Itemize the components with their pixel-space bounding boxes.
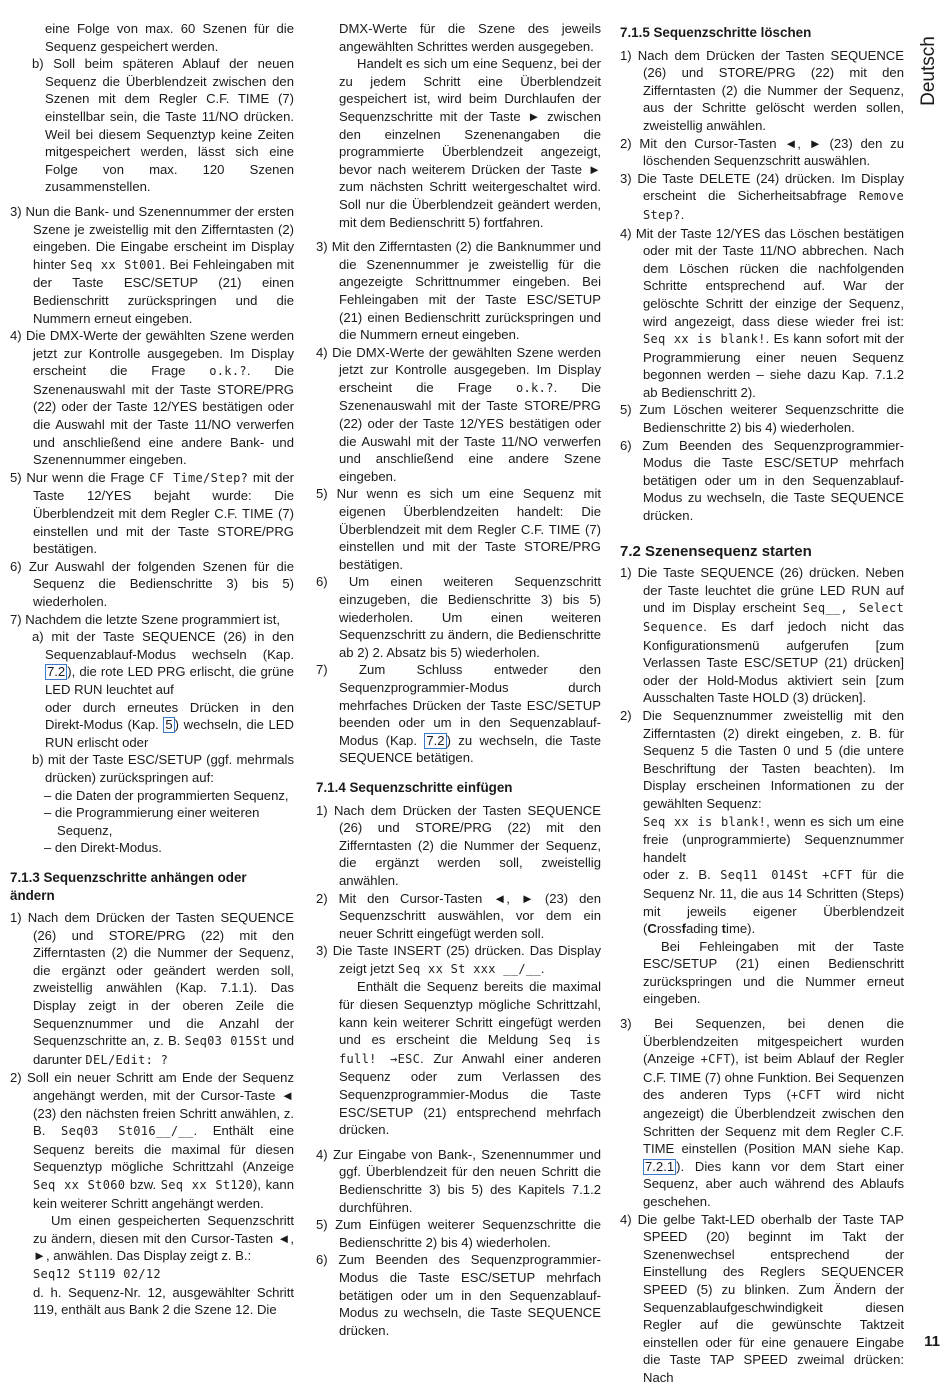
paragraph: d. h. Sequenz-Nr. 12, ausgewählter Schritt 119, enthält aus Bank 2 die Szene 12. Die — [33, 1284, 294, 1318]
list-item: 7) Zum Schluss entweder den Sequenzprogrammier-Modus durch mehrfaches Drücken der Taste ESC/SETUP beenden oder um in den Sequenzablauf-Modus (Kap. 7.2 ) zu wechseln, die Taste SEQUENCE betätigen. — [316, 662, 602, 766]
page-number: 11 — [924, 1333, 940, 1350]
display-text: Seq__, Select Sequence — [643, 601, 904, 634]
list-item: 6) Zum Beenden des Sequenzprogrammier-Modus die Taste ESC/SETUP mehrfach betätigen oder um in den Sequenzablauf-Modus zu wechseln, die Taste SEQUENCE drücken. — [620, 437, 904, 524]
chapter-link[interactable]: 5 — [165, 717, 173, 733]
display-text: Seq03 015St — [184, 1034, 268, 1049]
section-heading: 7.1.4 Sequenzschritte einfügen — [316, 779, 513, 795]
paragraph: Bei Fehleingaben mit der Taste ESC/SETUP (21) einen Bedienschritt zurückspringen und die Nummer erneut eingeben. — [643, 938, 904, 1007]
list-item: b) Soll beim späteren Ablauf der neuen Sequenz die Überblendzeit zwischen den Szenen mit dem Regler C.F. TIME (7) einstellbar sein, die Taste 11/NO drücken. Weil bei diesem Sequenztyp keine Zeiten mitgespeichert werden, lässt sich eine Folge von max. 120 Szenen zusammenstellen. — [32, 56, 294, 195]
display-text: Seq03 St016__/__ — [61, 1124, 194, 1139]
section-heading: 7.1.3 Sequenzschritte anhängen oder ändern — [10, 869, 247, 903]
list-item: 1) Nach dem Drücken der Tasten SEQUENCE (26) und STORE/PRG (22) mit den Zifferntasten (2) die Nummer der Sequenz, aus der Schritte gelöscht werden sollen, zweistellig anwählen. — [620, 47, 904, 133]
display-text: Remove Step? — [643, 189, 904, 222]
column-3 — [620, 20, 904, 1387]
paragraph: oder z. B. Seq11 014St +CFT für die Sequenz Nr. 11, die aus 14 Schritten (Steps) mit jeweils eigener Überblendzeit (Crossfading time). — [643, 867, 904, 937]
list-item: 7) Nachdem die letzte Szene programmiert ist, — [10, 611, 280, 627]
paragraph: eine Folge von max. 60 Szenen für die Sequenz gespeichert werden. — [45, 21, 294, 54]
list-item: 5) Zum Einfügen weiterer Sequenzschritte die Bedienschritte 2) bis 4) wiederholen. — [316, 1217, 601, 1250]
display-text: Seq xx is blank! — [643, 814, 767, 829]
chapter-link[interactable]: 7.2.1 — [645, 1158, 675, 1174]
list-item: 2) Die Sequenznummer zweistellig mit den Zifferntasten (2) direkt eingeben, z. B. für Sequenz 5 die Tasten 0 und 5 (die untere Beschriftung der Tasten beachten). Im Display erscheinen Informationen zu der gewählten Sequenz: — [620, 707, 904, 811]
list-item: 5) Nur wenn die Frage CF Time/Step? mit der Taste 12/YES bejaht wurde: Die Überblendzeit mit dem Regler C.F. TIME (7) einstellen und mit der Taste STORE/PRG bestätigen. — [10, 469, 295, 557]
dash-item: – den Direkt-Modus. — [44, 840, 162, 856]
paragraph: Um einen gespeicherten Sequenzschritt zu ändern, diesen mit den Cursor-Tasten ◄, ►, anwählen. Das Display zeigt z. B.: — [33, 1213, 294, 1264]
dash-item: – die Daten der programmierten Sequenz, — [44, 787, 289, 803]
dash-item: – die Programmierung einer weiteren Sequenz, — [44, 805, 260, 838]
display-text: DEL/Edit: ? — [85, 1052, 169, 1067]
display-text: +CFT — [790, 1088, 822, 1103]
list-item: b) mit der Taste ESC/SETUP (ggf. mehrmals drücken) zurückspringen auf: — [32, 752, 294, 785]
display-text: Seq xx St001 — [70, 257, 162, 272]
list-item: 4) Die DMX-Werte der gewählten Szene werden jetzt zur Kontrolle ausgegeben. Im Display erscheint die Frage o.k.?. Die Szenenauswahl mit der Taste STORE/PRG (22) oder der Taste 12/YES bestätigen oder die Auswahl mit der Taste 11/NO verwerfen und anschließend eine andere Szene eingeben. — [316, 344, 601, 484]
display-text: Seq xx St120 — [160, 1178, 253, 1192]
list-item: 4) Mit der Taste 12/YES das Löschen bestätigen oder mit der Taste 11/NO abbrechen. Nach dem Löschen rücken die nachfolgenden Schritte entsprechend auf. War der gelöschte Schritt der einzige der Sequenz, wird angezeigt, dass diese wieder frei ist: Seq xx is blank!. Es kann sofort mit der Programmierung einer neuen Sequenz begonnen werden – siehe dazu Kap. 7.1.2 ab Bedienschritt 2). — [620, 225, 904, 400]
paragraph: Seq xx is blank!, wenn es sich um eine freie (unprogrammierte) Sequenznummer handelt — [643, 813, 904, 865]
section-heading: 7.2 Szenensequenz starten — [620, 542, 812, 560]
list-item: 2) Soll ein neuer Schritt am Ende der Sequenz angehängt werden, mit der Cursor-Taste ◄ (23) den nächsten freien Schritt anwählen, z. B. Seq03 St016__/__. Enthält eine Sequenz bereits die maximal für diesen Sequenztyp mögliche Schrittzahl (Anzeige Seq xx St060 bzw. Seq xx St120), kann kein weiterer Schritt angehängt werden. — [10, 1070, 294, 1211]
display-text: o.k.? — [516, 380, 554, 395]
display-text: o.k.? — [209, 364, 247, 379]
list-item: 2) Mit den Cursor-Tasten ◄, ► (23) den Sequenzschritt auswählen, vor dem ein neuer Schritt eingefügt werden soll. — [316, 890, 601, 941]
list-item: 4) Die gelbe Takt-LED oberhalb der Taste TAP SPEED (20) beginnt im Takt der Szenenwechsel entsprechend der Einstellung des Reglers SEQUENCER SPEED (5) zu blinken. Zum Ändern der Sequenzablaufgeschwindigkeit diesen Regler auf die gewünschte Taktzeit einstellen oder für eine genauere Eingabe die Taste TAP SPEED zweimal drücken: Nach — [620, 1211, 904, 1385]
list-item: 5) Zum Löschen weiterer Sequenzschritte die Bedienschritte 2) bis 4) wiederholen. — [620, 402, 904, 436]
list-item: 1) Nach dem Drücken der Tasten SEQUENCE (26) und STORE/PRG (22) mit den Zifferntasten (2) die Nummer der Sequenz, die ergänzt werden soll, zweistellig anwählen. — [316, 802, 601, 888]
list-item: 2) Mit den Cursor-Tasten ◄, ► (23) den zu löschenden Sequenzschritt auswählen. — [620, 135, 904, 169]
list-item: 1) Die Taste SEQUENCE (26) drücken. Neben der Taste leuchtet die grüne LED RUN auf und im Display erscheint Seq__, Select Sequence. Es darf jedoch nicht das Konfigurationsmenü aufgerufen [zum Verlassen Taste ESC/SETUP (21) drücken] oder der Hold-Modus aktiviert sein [zum Ausschalten Taste HOLD (3) drücken]. — [620, 565, 904, 706]
chapter-link[interactable]: 7.2 — [47, 664, 66, 680]
paragraph: DMX-Werte für die Szene des jeweils angewählten Schrittes werden ausgegeben. — [339, 21, 601, 54]
list-item: 3) Nun die Bank- und Szenennummer der ersten Szene je zweistellig mit den Zifferntasten (2) eingeben. Die Eingabe erscheint im Display hinter Seq xx St001. Bei Fehleingaben mit der Taste ESC/SETUP (21) einen Bedienschritt zurückspringen und die Nummern erneut eingeben. — [10, 203, 294, 326]
list-item: 4) Zur Eingabe von Bank-, Szenennummer und ggf. Überblendzeit für den neuen Schritt die Bedienschritte 3) bis 5) des Kapitels 7.1.2 durchführen. — [316, 1146, 601, 1215]
language-tab: Deutsch — [918, 36, 939, 106]
list-item: 6) Um einen weiteren Sequenzschritt einzugeben, die Bedienschritte 3) bis 5) wiederholen. Um einen weiteren Sequenzschritt zu ändern, die Bedienschritte ab 2) 2. Absatz bis 5) wiederholen. — [316, 574, 601, 660]
list-item: 3) Die Taste DELETE (24) drücken. Im Display erscheint die Sicherheitsabfrage Remove Step?. — [620, 170, 904, 222]
paragraph: Handelt es sich um eine Sequenz, bei der zu jedem Schritt eine Überblendzeit gespeichert ist, wird beim Durchlaufen der Sequenzschritte mit der Taste ► zwischen den einzelnen Szenenangaben die programmierte Überblendzeit angezeigt, bevor nach weiterem Drücken der Taste ► zum nächsten Schritt weitergeschaltet wird. Soll nur die Überblendzeit geändert werden, mit dem Bedienschritt 5) fortfahren. — [339, 56, 601, 230]
paragraph: oder durch erneutes Drücken in den Direkt-Modus (Kap. 5 ) wechseln, die LED RUN erlischt oder — [45, 699, 294, 750]
paragraph — [10, 1265, 294, 1284]
display-text: Seq xx St xxx __/__ — [397, 961, 541, 976]
display-text: Seq11 014St +CFT — [720, 868, 853, 883]
display-text: Seq is full! →ESC — [339, 1033, 601, 1066]
list-item: 1) Nach dem Drücken der Tasten SEQUENCE (26) und STORE/PRG (22) mit den Zifferntasten (2) die Nummer der Sequenz, die ergänzt oder geändert werden soll, zweistellig anwählen (Kap. 7.1.1). Das Display zeigt in der oberen Zeile die Sequenznummer und die Anzahl der Sequenzschritte an, z. B. Seq03 015St und darunter DEL/Edit: ? — [10, 910, 294, 1067]
list-item: 5) Nur wenn es sich um eine Sequenz mit eigenen Überblendzeiten handelt: Die Überblendzeit mit dem Regler C.F. TIME (7) einstellen und mit der Taste STORE/PRG bestätigen. — [316, 486, 601, 572]
display-text: Seq12 St119 02/12 — [33, 1266, 161, 1281]
column-2 — [316, 20, 601, 1339]
section-heading: 7.1.5 Sequenzschritte löschen — [620, 25, 812, 40]
list-item: 3) Mit den Zifferntasten (2) die Banknummer und die Szenennummer je zweistellig für die angezeigte Schrittnummer eingeben. Bei Fehleingaben mit der Taste ESC/SETUP (21) einen Bedienschritt zurückspringen und die Nummern erneut eingeben. — [316, 239, 601, 343]
list-item: 3) Die Taste INSERT (25) drücken. Das Display zeigt jetzt Seq xx St xxx __/__. — [316, 943, 601, 976]
list-item: 6) Zum Beenden des Sequenzprogrammier-Modus die Taste ESC/SETUP mehrfach betätigen oder um in den Sequenzablauf-Modus zu wechseln, die Taste SEQUENCE drücken. — [316, 1252, 601, 1338]
display-text: +CFT — [700, 1052, 731, 1067]
display-text: Seq xx is blank! — [643, 332, 766, 347]
list-item: a) mit der Taste SEQUENCE (26) in den Sequenzablauf-Modus wechseln (Kap. 7.2 ), die rote LED PRG erlischt, die grüne LED RUN leuchtet auf — [32, 629, 294, 697]
column-1 — [10, 20, 294, 1319]
paragraph: Enthält die Sequenz bereits die maximal für diesen Sequenztyp mögliche Schrittzahl, kann kein weiterer Schritt eingefügt werden und es erscheint die Meldung Seq is full! →ESC. Zur Anwahl einer anderen Sequenz oder zum Verlassen des Sequenzprogrammier-Modus die Taste ESC/SETUP (21) entsprechend mehrfach drücken. — [339, 979, 601, 1138]
display-text: CF Time/Step? — [149, 470, 249, 485]
list-item: 6) Zur Auswahl der folgenden Szenen für die Sequenz die Bedienschritte 3) bis 5) wiederholen. — [10, 558, 294, 609]
display-text: Seq xx St060 — [33, 1178, 126, 1192]
list-item: 4) Die DMX-Werte der gewählten Szene werden jetzt zur Kontrolle ausgegeben. Im Display erscheint die Frage o.k.?. Die Szenenauswahl mit der Taste STORE/PRG (22) oder der Taste 12/YES bestätigen oder die Auswahl mit der Taste 11/NO verwerfen und anschließend eine andere Bank- und Szenennummer eingeben. — [10, 328, 294, 468]
chapter-link[interactable]: 7.2 — [426, 732, 445, 748]
list-item: 3) Bei Sequenzen, bei denen die Überblendzeiten mitgespeichert wurden (Anzeige +CFT), ist beim Ablauf der Regler C.F. TIME (7) ohne Funktion. Bei Sequenzen des anderen Typs (+CFT wird nicht angezeigt) die Überblendzeit zwischen den Schritten der Sequenz mit dem Regler C.F. TIME einstellen (Position MAN siehe Kap. 7.2.1 ). Dies kann vor dem Start einer Sequenz, aber auch während des Ablaufs geschehen. — [620, 1016, 904, 1209]
